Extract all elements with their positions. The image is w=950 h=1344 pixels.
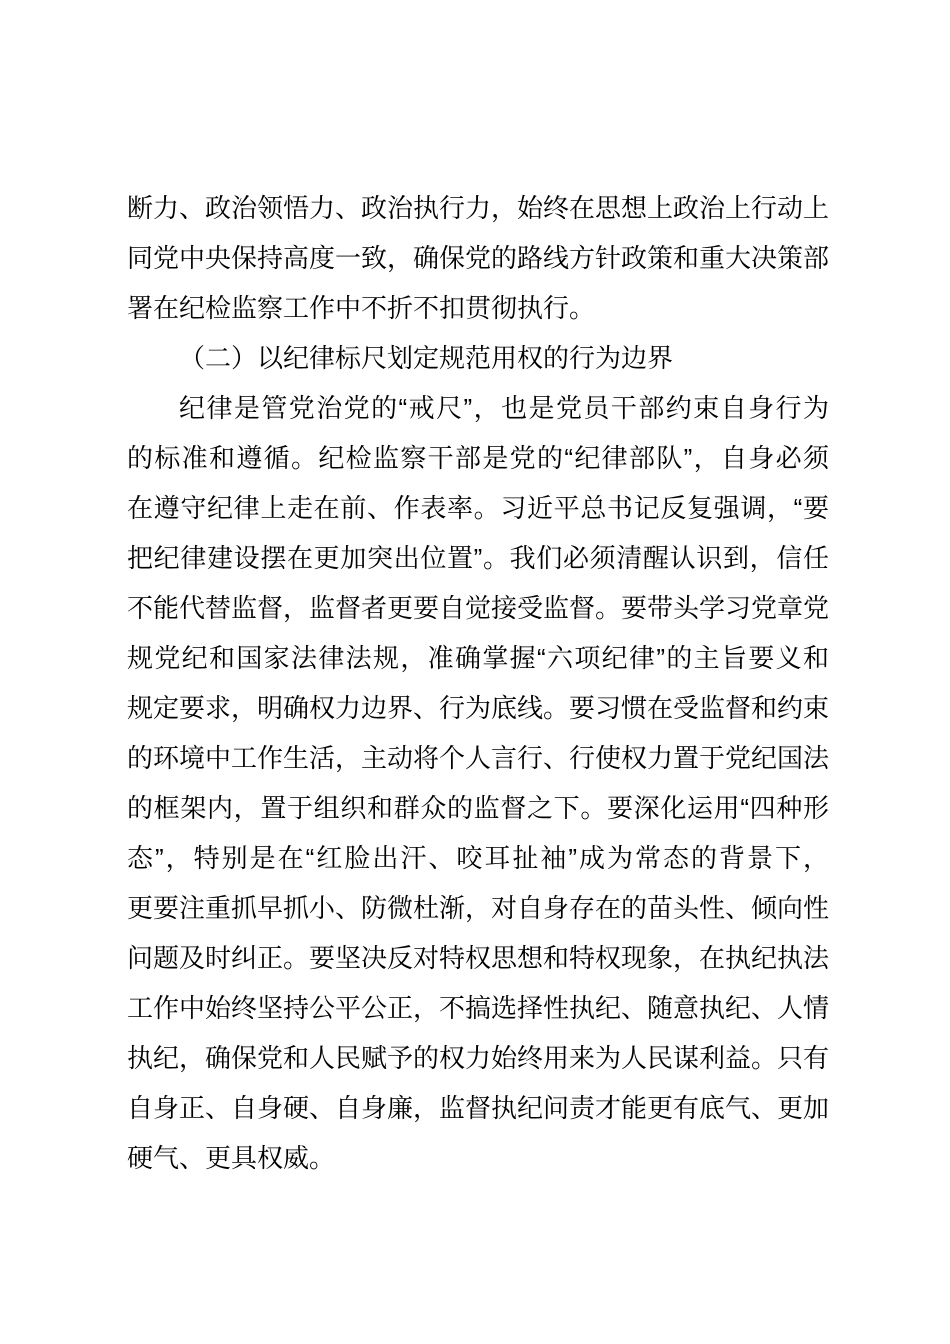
text-line: 署在纪检监察工作中不折不扣贯彻执行。 — [127, 293, 596, 323]
text-line: 同党中央保持高度一致，确保党的路线方针政策和重大决策部 — [127, 243, 830, 273]
text-line: 的框架内，置于组织和群众的监督之下。要深化运用“四种形 — [127, 793, 829, 823]
text-line: 不能代替监督，监督者更要自觉接受监督。要带头学习党章党 — [127, 593, 830, 623]
text-line: 规定要求，明确权力边界、行为底线。要习惯在受监督和约束 — [127, 693, 830, 723]
text-line: 的标准和遵循。纪检监察干部是党的“纪律部队”，自身必须 — [127, 443, 829, 473]
text-line: 更要注重抓早抓小、防微杜渐，对自身存在的苗头性、倾向性 — [127, 893, 830, 923]
text-line: 断力、政治领悟力、政治执行力，始终在思想上政治上行动上 — [127, 193, 830, 223]
text-line: 的环境中工作生活，主动将个人言行、行使权力置于党纪国法 — [127, 743, 830, 773]
text-line: 硬气、更具权威。 — [127, 1143, 336, 1173]
section-heading — [127, 333, 829, 383]
document-body — [127, 183, 829, 1183]
text-line: 态”，特别是在“红脸出汗、咬耳扯袖”成为常态的背景下， — [127, 843, 829, 873]
text-line: 在遵守纪律上走在前、作表率。习近平总书记反复强调，“要 — [127, 493, 829, 523]
paragraph-discipline-body — [127, 383, 829, 1183]
text-line: 纪律是管党治党的“戒尺”，也是党员干部约束自身行为 — [179, 393, 829, 423]
text-line: 执纪，确保党和人民赋予的权力始终用来为人民谋利益。只有 — [127, 1043, 830, 1073]
heading-line: （二）以纪律标尺划定规范用权的行为边界 — [179, 343, 674, 373]
text-line: 问题及时纠正。要坚决反对特权思想和特权现象，在执纪执法 — [127, 943, 830, 973]
text-line: 规党纪和国家法律法规，准确掌握“六项纪律”的主旨要义和 — [127, 643, 829, 673]
text-line: 把纪律建设摆在更加突出位置”。我们必须清醒认识到，信任 — [127, 543, 829, 573]
text-line: 工作中始终坚持公平公正，不搞选择性执纪、随意执纪、人情 — [127, 993, 830, 1023]
paragraph-political-continuation — [127, 183, 829, 333]
text-line: 自身正、自身硬、自身廉，监督执纪问责才能更有底气、更加 — [127, 1093, 830, 1123]
